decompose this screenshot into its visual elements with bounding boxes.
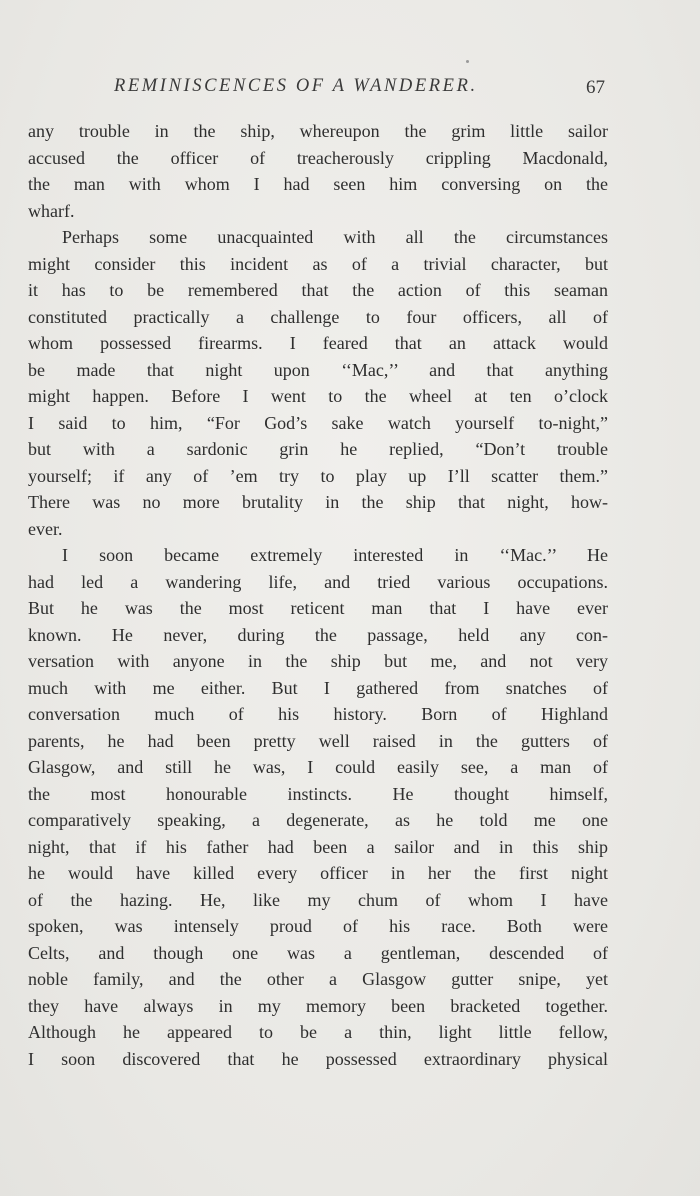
text-line: might happen. Before I went to the wheel at ten o’clock — [28, 386, 608, 406]
text-line: comparatively speaking, a degenerate, as he told me one — [28, 810, 608, 830]
text-line: There was no more brutality in the ship that night, how- — [28, 492, 608, 512]
text-line: might consider this incident as of a trivial character, but — [28, 253, 608, 274]
body-text — [28, 118, 608, 1072]
text-line: had led a wandering life, and tried various occupations. — [28, 571, 608, 592]
text-line: much with me either. But I gathered from snatches of — [28, 677, 608, 698]
text-line: wharf. — [28, 200, 75, 221]
text-line: Celts, and though one was a gentleman, descended of — [28, 942, 608, 963]
text-line: parents, he had been pretty well raised in the gutters of — [28, 730, 608, 751]
text-line: he would have killed every officer in her the first night — [28, 863, 608, 883]
text-line: but with a sardonic grin he replied, “Don’t trouble — [28, 439, 608, 459]
text-line: the most honourable instincts. He thought himself, — [28, 783, 608, 804]
paper-speck — [466, 60, 469, 63]
text-line: conversation much of his history. Born of Highland — [28, 704, 608, 724]
text-line: accused the officer of treacherously crippling Macdonald, — [28, 147, 608, 168]
text-line: yourself; if any of ’em try to play up I’ll scatter them.” — [28, 465, 608, 486]
text-line: night, that if his father had been a sailor and in this ship — [28, 836, 608, 857]
text-line: Perhaps some unacquainted with all the circumstances — [62, 227, 608, 247]
text-line: I said to him, “For God’s sake watch yourself to-night,” — [28, 412, 608, 433]
text-line: ever. — [28, 518, 63, 539]
text-line: I soon became extremely interested in ‘‘Mac.’’ He — [62, 545, 608, 565]
running-title: REMINISCENCES OF A WANDERER. — [114, 76, 478, 96]
text-line: But he was the most reticent man that I have ever — [28, 598, 608, 618]
text-line: noble family, and the other a Glasgow gutter snipe, yet — [28, 969, 608, 989]
text-line: spoken, was intensely proud of his race. Both were — [28, 916, 608, 936]
text-line: it has to be remembered that the action of this seaman — [28, 280, 608, 300]
page-number: 67 — [586, 77, 605, 98]
text-line: of the hazing. He, like my chum of whom I have — [28, 889, 608, 910]
text-line: be made that night upon ‘‘Mac,’’ and that anything — [28, 359, 608, 380]
text-line: any trouble in the ship, whereupon the grim little sailor — [28, 121, 608, 141]
running-head — [0, 76, 700, 106]
text-line: versation with anyone in the ship but me, and not very — [28, 651, 608, 671]
text-line: Although he appeared to be a thin, light little fellow, — [28, 1022, 608, 1042]
text-line: I soon discovered that he possessed extraordinary physical — [28, 1048, 608, 1069]
text-line: whom possessed firearms. I feared that an attack would — [28, 333, 608, 353]
text-line: the man with whom I had seen him conversing on the — [28, 174, 608, 194]
text-line: they have always in my memory been bracketed together. — [28, 995, 608, 1016]
text-line: known. He never, during the passage, held any con- — [28, 624, 608, 645]
text-line: constituted practically a challenge to four officers, all of — [28, 306, 608, 327]
text-line: Glasgow, and still he was, I could easily see, a man of — [28, 757, 608, 777]
